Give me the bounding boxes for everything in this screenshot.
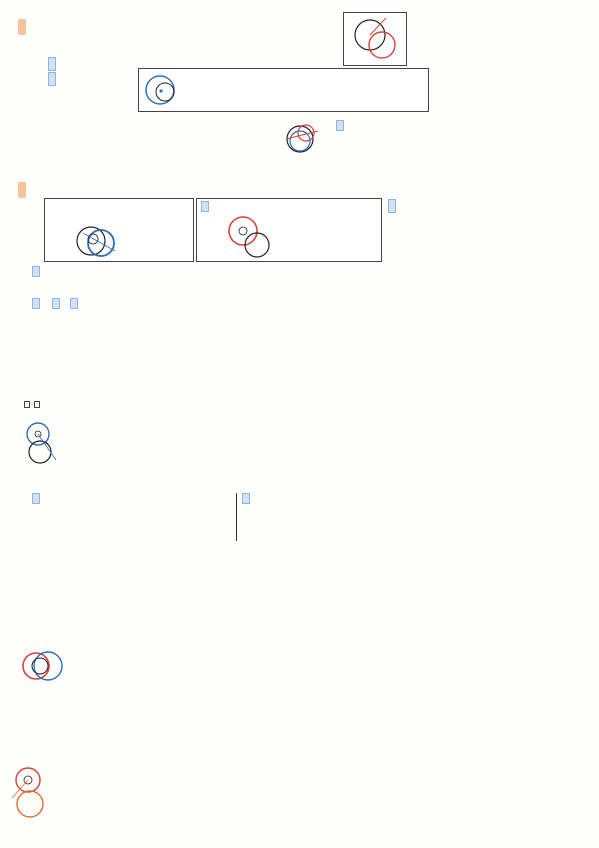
box-v-case1 xyxy=(44,198,194,262)
requires-note xyxy=(388,201,396,212)
case2-box xyxy=(138,68,429,112)
case1-text xyxy=(48,59,66,70)
printed-nota xyxy=(20,402,40,407)
gears-diagram-2014a xyxy=(16,642,76,692)
problem-2014 xyxy=(40,575,300,578)
box-v-case2 xyxy=(196,198,382,262)
printed-nota-f1 xyxy=(24,401,30,408)
gears-diagram-o xyxy=(278,117,330,163)
divider xyxy=(236,493,237,541)
gear-circles-diagram xyxy=(344,13,406,65)
section-title-montaje-o xyxy=(18,20,26,35)
case2-text xyxy=(48,74,56,85)
formula-1 xyxy=(32,298,40,309)
rueda1-title xyxy=(32,495,40,503)
formula-ejes-o xyxy=(336,122,344,130)
gears-diagram-2014b xyxy=(8,762,70,824)
gears-diagram-v1 xyxy=(53,213,163,261)
diagram-montaje-o xyxy=(343,12,407,66)
gear-circles-diagram-2 xyxy=(143,72,183,108)
section-title-montaje-v xyxy=(18,183,26,198)
formula-2 xyxy=(52,298,60,309)
formula-row-v xyxy=(32,300,78,308)
gears-diagram-2013 xyxy=(16,418,66,470)
distance-text-v xyxy=(32,266,40,276)
printed-nota-f2 xyxy=(34,401,40,408)
distance-formula-v xyxy=(32,266,40,277)
box2-line1 xyxy=(201,203,209,211)
formula-3 xyxy=(70,298,78,309)
gears-diagram-v2 xyxy=(223,211,283,261)
rueda2-title xyxy=(242,495,250,503)
